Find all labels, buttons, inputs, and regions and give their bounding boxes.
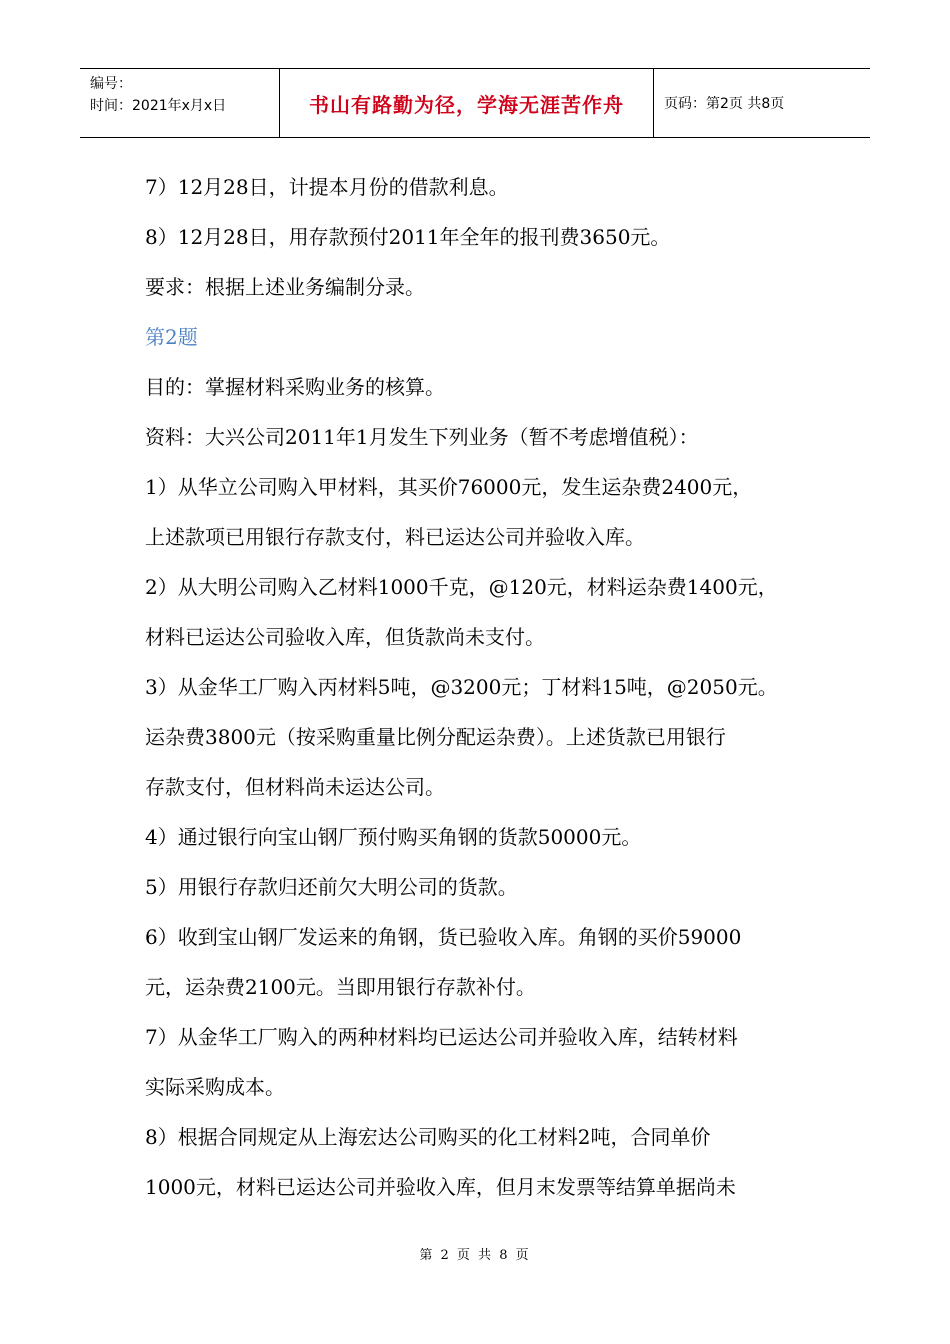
body-line: 6）收到宝山钢厂发运来的角钢，货已验收入库。角钢的买价59000 — [145, 925, 742, 949]
body-line: 材料已运达公司验收入库，但货款尚未支付。 — [145, 625, 545, 649]
body-line: 2）从大明公司购入乙材料1000千克，@120元，材料运杂费1400元， — [145, 575, 778, 599]
header-meta — [80, 69, 280, 137]
body-line: 实际采购成本。 — [145, 1075, 285, 1099]
body-line: 要求：根据上述业务编制分录。 — [145, 275, 425, 299]
body-line: 7）从金华工厂购入的两种材料均已运达公司并验收入库，结转材料 — [145, 1025, 738, 1049]
body-line: 3）从金华工厂购入丙材料5吨，@3200元；丁材料15吨，@2050元。 — [145, 675, 778, 699]
body-line: 运杂费3800元（按采购重量比例分配运杂费）。上述货款已用银行 — [145, 725, 726, 749]
body-line: 7）12月28日，计提本月份的借款利息。 — [145, 175, 509, 199]
body-line: 存款支付，但材料尚未运达公司。 — [145, 775, 445, 799]
body-line: 8）12月28日，用存款预付2011年全年的报刊费3650元。 — [145, 225, 671, 249]
body-line: 8）根据合同规定从上海宏达公司购买的化工材料2吨，合同单价 — [145, 1125, 711, 1149]
header-time-label: 时间：2021年x月x日 — [90, 98, 227, 114]
body-line: 4）通过银行向宝山钢厂预付购买角钢的货款50000元。 — [145, 825, 642, 849]
body-line: 上述款项已用银行存款支付，料已运达公司并验收入库。 — [145, 525, 645, 549]
header-motto: 书山有路勤为径，学海无涯苦作舟 — [280, 69, 654, 137]
document-header — [80, 68, 870, 138]
document-body — [145, 162, 825, 1212]
section-heading: 第2题 — [145, 325, 198, 349]
body-line: 1000元，材料已运达公司并验收入库，但月末发票等结算单据尚未 — [145, 1175, 736, 1199]
body-line: 元，运杂费2100元。当即用银行存款补付。 — [145, 975, 536, 999]
body-line: 5）用银行存款归还前欠大明公司的货款。 — [145, 875, 518, 899]
page-footer: 第 2 页 共 8 页 — [419, 1248, 531, 1263]
body-line: 目的：掌握材料采购业务的核算。 — [145, 375, 445, 399]
header-page-code: 页码：第2页 共8页 — [664, 96, 785, 112]
header-number-label: 编号： — [90, 76, 132, 92]
body-line: 资料：大兴公司2011年1月发生下列业务（暂不考虑增值税）： — [145, 425, 699, 449]
body-line: 1）从华立公司购入甲材料，其买价76000元，发生运杂费2400元， — [145, 475, 753, 499]
